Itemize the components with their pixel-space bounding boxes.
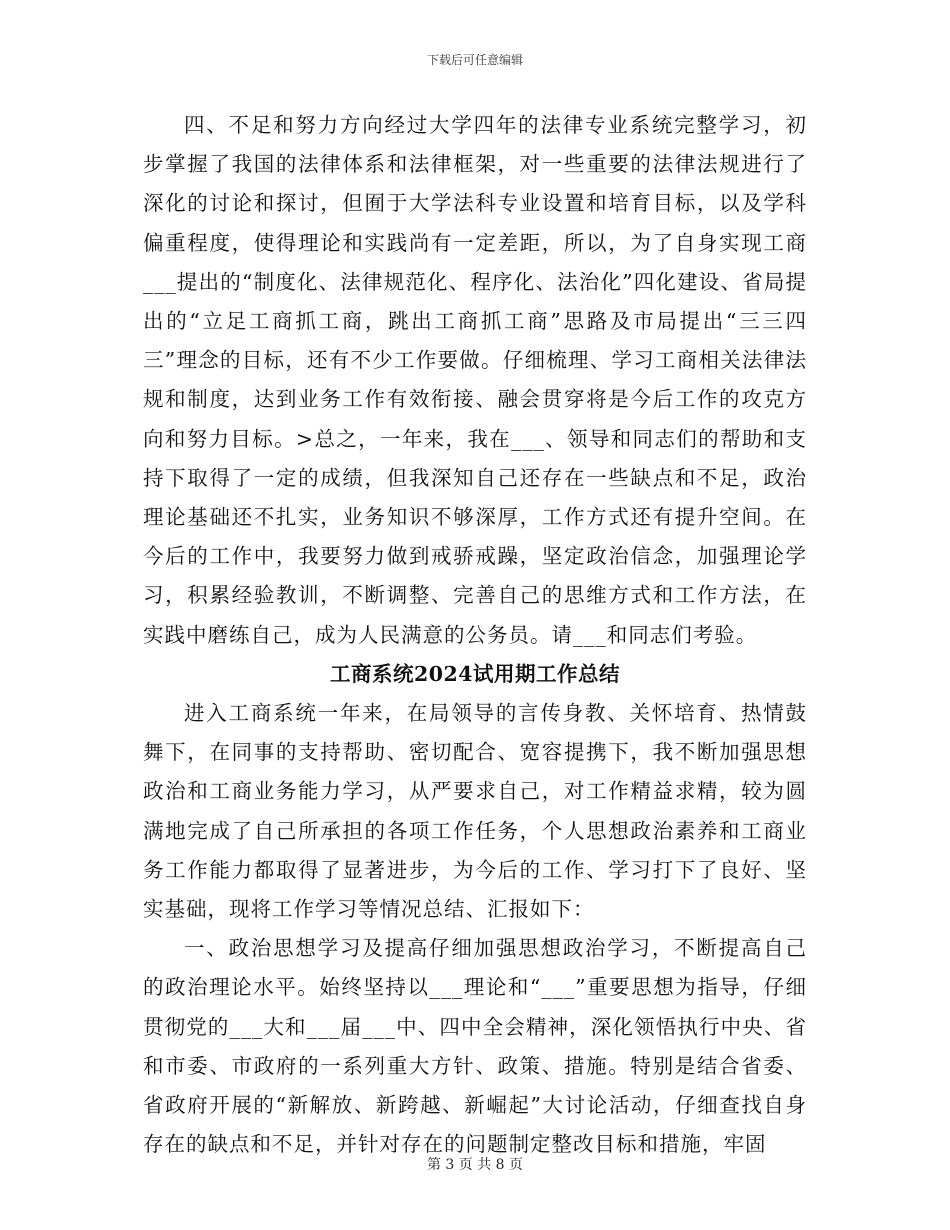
page-number: 第 3 页 共 8 页 (426, 1157, 524, 1173)
paragraph-political-study: 一、政治思想学习及提高仔细加强思想政治学习，不断提高自己的政治理论水平。始终坚持以___理论和“___”重要思想为指导，仔细贯彻党的___大和___届___中、四中全会精神，深化领悟执行中央、省和市委、市政府的一系列重大方针、政策、措施。特别是结合省委、省政府开展的“新解放、新跨越、新崛起”大讨论活动，仔细查找自身存在的缺点和不足，并针对存在的问题制定整改目标和措施，牢固 (143, 936, 807, 1157)
paragraph-shortcomings: 四、不足和努力方向经过大学四年的法律专业系统完整学习，初步掌握了我国的法律体系和法律框架，对一些重要的法律法规进行了深化的讨论和探讨，但囿于大学法科专业设置和培育目标，以及学科偏重程度，使得理论和实践尚有一定差距，所以，为了自身实现工商___提出的“制度化、法律规范化、程序化、法治化”四化建设、省局提出的“立足工商抓工商，跳出工商抓工商”思路及市局提出“三三四三”理念的目标，还有不少工作要做。仔细梳理、学习工商相关法律法规和制度，达到业务工作有效衔接、融会贯穿将是今后工作的攻克方向和努力目标。>总之，一年来，我在___、领导和同志们的帮助和支持下取得了一定的成绩，但我深知自己还存在一些缺点和不足，政治理论基础还不扎实，业务知识不够深厚，工作方式还有提升空间。在今后的工作中，我要努力做到戒骄戒躁，坚定政治信念，加强理论学习，积累经验教训，不断调整、完善自己的思维方式和工作方法，在实践中磨练自己，成为人民满意的公务员。请___和同志们考验。 (143, 113, 807, 647)
section-title: 工商系统2024试用期工作总结 (329, 661, 621, 686)
paragraph-introduction: 进入工商系统一年来，在局领导的言传身教、关怀培育、热情鼓舞下，在同事的支持帮助、密切配合、宽容提携下，我不断加强思想政治和工商业务能力学习，从严要求自己，对工作精益求精，较为圆满地完成了自己所承担的各项工作任务，个人思想政治素养和工商业务工作能力都取得了显著进步，为今后的工作、学习打下了良好、坚实基础，现将工作学习等情况总结、汇报如下： (143, 701, 807, 922)
page-header-note: 下载后可任意编辑 (426, 53, 523, 67)
document-body (143, 106, 807, 1164)
